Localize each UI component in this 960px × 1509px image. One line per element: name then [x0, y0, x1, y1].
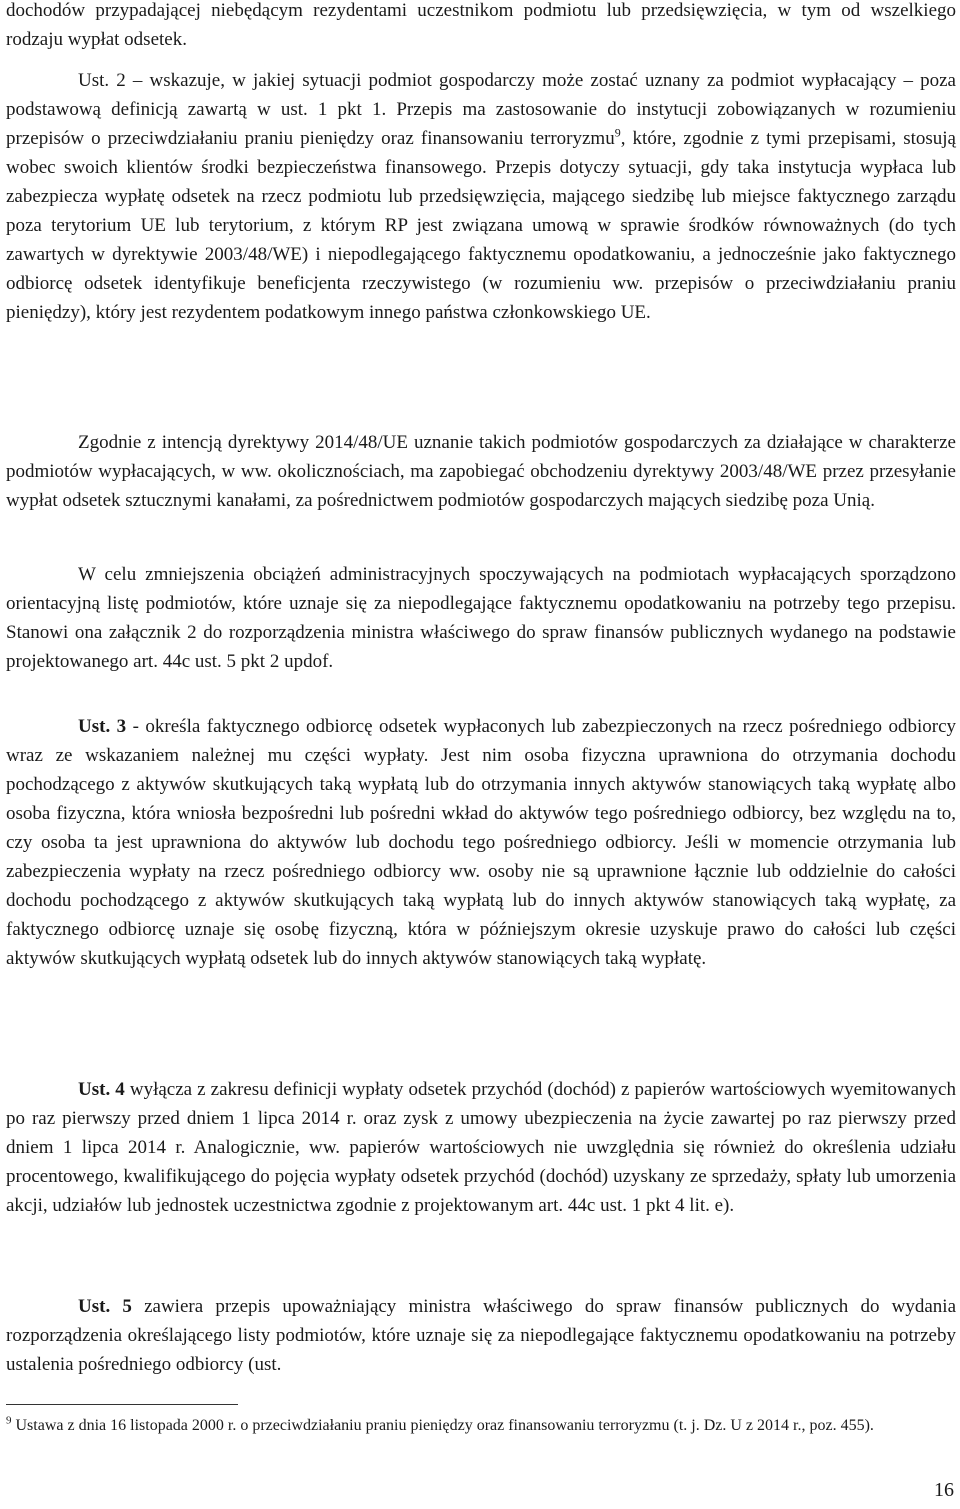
- paragraph-text: - określa faktycznego odbiorcę odsetek wypłaconych lub zabezpieczonych na rzecz pośredniego odbiorcy wraz ze wskazaniem należnej mu części wypłaty. Jest nim osoba fizyczna uprawniona do otrzymania dochodu pochodzącego z aktywów skutkujących taką wypłatą lub do otrzymania innych aktywów stanowiących taką wypłatę albo osoba fizyczna, która wniosła bezpośredni lub pośredni wkład do aktywów tego pośredniego odbiorcy, bez względu na to, czy osoba ta jest uprawniona do aktywów lub dochodu tego pośredniego odbiorcy. Jeśli w momencie otrzymania lub zabezpieczenia wypłaty na rzecz pośredniego odbiorcy ww. osoby nie są uprawnione łącznie lub oddzielnie do całości dochodu pochodzącego z aktywów skutkujących taką wypłatą lub do innych aktywów stanowiących taką wypłatę, za faktycznego odbiorcę uznaje się osobę fizyczną, która w późniejszym okresie uzyskuje prawo do całości lub części aktywów skutkujących wypłatą odsetek lub do innych aktywów stanowiących taką wypłatę.: [6, 716, 957, 969]
- paragraph-text-b: , które, zgodnie z tymi przepisami, stosują wobec swoich klientów środki bezpieczeństwa finansowego. Przepis dotyczy sytuacji, gdy taka instytucja wypłaca lub zabezpiecza wypłatę odsetek na rzecz podmiotu lub przedsięwzięcia, mającego siedzibę lub miejsce faktycznego zarządu poza terytorium UE lub terytorium, z którym RP jest związana umową w sprawie środków równoważnych (do tych zawartych w dyrektywie 2003/48/WE) i niepodlegającego faktycznemu opodatkowaniu, a jednocześnie jako faktycznego odbiorcę odsetek identyfikuje beneficjenta rzeczywistego (w rozumieniu ww. przepisów o przeciwdziałaniu praniu pieniędzy), który jest rezydentem podatkowym innego państwa członkowskiego UE.: [6, 128, 956, 323]
- ust-number: 4: [115, 1079, 125, 1100]
- paragraph-ust-3: [6, 712, 956, 973]
- paragraph-ust-4: [6, 1075, 956, 1220]
- paragraph-directive-intent: Zgodnie z intencją dyrektywy 2014/48/UE uznanie takich podmiotów gospodarczych za działające w charakterze podmiotów wypłacających, w ww. okolicznościach, ma zapobiegać obchodzeniu dyrektywy 2003/48/WE przez przesyłanie wypłat odsetek sztucznymi kanałami, za pośrednictwem podmiotów gospodarczych mających siedzibę poza Unią.: [6, 432, 956, 511]
- paragraph-text: wyłącza z zakresu definicji wypłaty odsetek przychód (dochód) z papierów wartościowych wyemitowanych po raz pierwszy przed dniem 1 lipca 2014 r. oraz zysk z umowy ubezpieczenia na życie zawartej po raz pierwszy przed dniem 1 lipca 2014 r. Analogicznie, ww. papierów wartościowych nie uwzględnia się również do określenia udziału procentowego, kwalifikującego do pojęcia wypłaty odsetek przychód (dochód) uzyskany ze sprzedaży, spłaty lub umorzenia akcji, udziałów lub jednostek uczestnictwa zgodnie z projektowanym art. 44c ust. 1 pkt 4 lit. e).: [6, 1079, 956, 1216]
- ust-label: Ust.: [78, 716, 117, 737]
- ust-number: 2: [116, 70, 126, 91]
- ust-number: 3: [116, 716, 127, 737]
- footnote-number: 9: [6, 1414, 12, 1427]
- footnote-reference: 9: [614, 125, 621, 140]
- paragraph-ust-2: [6, 66, 956, 327]
- paragraph-administrative-burden: W celu zmniejszenia obciążeń administracyjnych spoczywających na podmiotach wypłacających sporządzono orientacyjną listę podmiotów, które uznaje się za niepodlegające faktycznemu opodatkowaniu na potrzeby tego przepisu. Stanowi ona załącznik 2 do rozporządzenia ministra właściwego do spraw finansów publicznych wydanego na podstawie projektowanego art. 44c ust. 5 pkt 2 updof.: [6, 564, 956, 672]
- footnote: [6, 1414, 956, 1438]
- paragraph-continuation: dochodów przypadającej niebędącym rezydentami uczestnikom podmiotu lub przedsięwzięcia, w tym od wszelkiego rodzaju wypłat odsetek.: [6, 0, 956, 50]
- ust-label: Ust.: [78, 70, 117, 91]
- paragraph-ust-5: [6, 1292, 956, 1379]
- footnote-separator: [6, 1404, 238, 1405]
- footnote-text: Ustawa z dnia 16 listopada 2000 r. o przeciwdziałaniu praniu pieniędzy oraz finansowaniu terroryzmu (t. j. Dz. U z 2014 r., poz. 455).: [11, 1417, 874, 1434]
- paragraph-text-a: – wskazuje, w jakiej sytuacji podmiot gospodarczy może zostać uznany za podmiot wypłacający – poza podstawową definicją zawartą w ust. 1 pkt 1. Przepis ma zastosowanie do instytucji zobowiązanych w rozumieniu przepisów o przeciwdziałaniu praniu pieniędzy oraz finansowaniu terroryzmu: [6, 70, 956, 149]
- ust-number: 5: [122, 1296, 132, 1317]
- paragraph-text: zawiera przepis upoważniający ministra właściwego do spraw finansów publicznych do wydania rozporządzenia określającego listy podmiotów, które uznaje się za niepodlegające faktycznemu opodatkowaniu na potrzeby ustalenia pośredniego odbiorcy (ust.: [6, 1296, 956, 1375]
- ust-label: Ust.: [78, 1296, 123, 1317]
- ust-label: Ust.: [78, 1079, 116, 1100]
- page-number: 16: [934, 1479, 954, 1501]
